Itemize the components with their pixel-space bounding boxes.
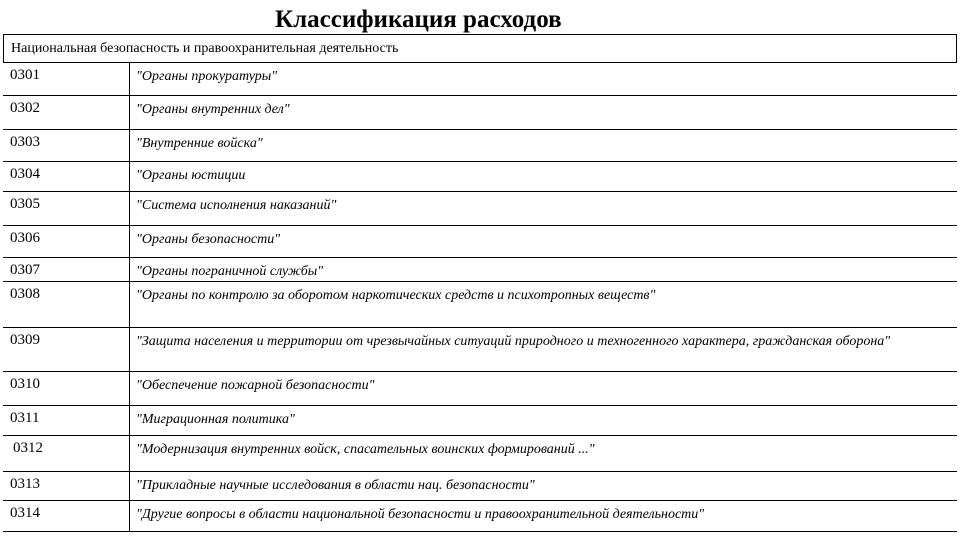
table-row xyxy=(3,191,957,225)
row-description: "Защита населения и территории от чрезвычайных ситуаций природного и техногенного характера, гражданская оборона" xyxy=(136,334,891,349)
row-description: "Органы по контролю за оборотом наркотических средств и психотропных веществ" xyxy=(136,288,656,303)
table-row xyxy=(3,405,957,435)
row-code: 0306 xyxy=(10,230,40,246)
row-description: "Миграционная политика" xyxy=(136,412,295,427)
row-code: 0302 xyxy=(10,100,40,116)
table-row xyxy=(3,225,957,257)
row-description: "Прикладные научные исследования в области нац. безопасности" xyxy=(136,478,535,493)
row-code: 0308 xyxy=(10,286,40,302)
table-row xyxy=(3,95,957,129)
row-code: 0311 xyxy=(10,410,40,426)
row-description: "Система исполнения наказаний" xyxy=(136,198,337,213)
row-code: 0314 xyxy=(10,505,40,521)
row-code: 0309 xyxy=(10,332,40,348)
table-row xyxy=(3,161,957,191)
row-code: 0305 xyxy=(10,196,40,212)
table-row xyxy=(3,257,957,281)
table-row xyxy=(3,281,957,327)
table-row xyxy=(3,435,957,471)
row-description: "Модернизация внутренних войск, спасательных воинских формирований ..." xyxy=(136,442,595,457)
row-code: 0303 xyxy=(10,134,40,150)
row-code: 0313 xyxy=(10,476,40,492)
row-code: 0312 xyxy=(13,440,43,456)
table-row xyxy=(3,471,957,500)
row-description: "Обеспечение пожарной безопасности" xyxy=(136,378,375,393)
row-code: 0310 xyxy=(10,376,40,392)
row-description: "Другие вопросы в области национальной безопасности и правоохранительной деятельности" xyxy=(136,507,705,522)
table-row xyxy=(3,62,957,95)
page-title-text: Классификация расходов xyxy=(275,6,562,33)
section-header-row xyxy=(3,34,957,62)
row-code: 0301 xyxy=(10,67,40,83)
row-code: 0307 xyxy=(10,262,40,278)
row-code: 0304 xyxy=(10,166,40,182)
table-row xyxy=(3,129,957,161)
row-description: "Органы внутренних дел" xyxy=(136,102,290,117)
row-description: "Органы юстиции xyxy=(136,168,246,183)
row-description: "Органы прокуратуры" xyxy=(136,69,278,84)
table-row xyxy=(3,371,957,405)
row-description: "Органы пограничной службы" xyxy=(136,264,324,279)
page-title xyxy=(0,2,960,34)
section-header: Национальная безопасность и правоохранительная деятельность xyxy=(11,41,399,56)
table-row xyxy=(3,500,957,532)
expense-classification-table xyxy=(3,34,957,534)
row-description: "Внутренние войска" xyxy=(136,136,263,151)
row-description: "Органы безопасности" xyxy=(136,232,281,247)
table-row xyxy=(3,327,957,371)
